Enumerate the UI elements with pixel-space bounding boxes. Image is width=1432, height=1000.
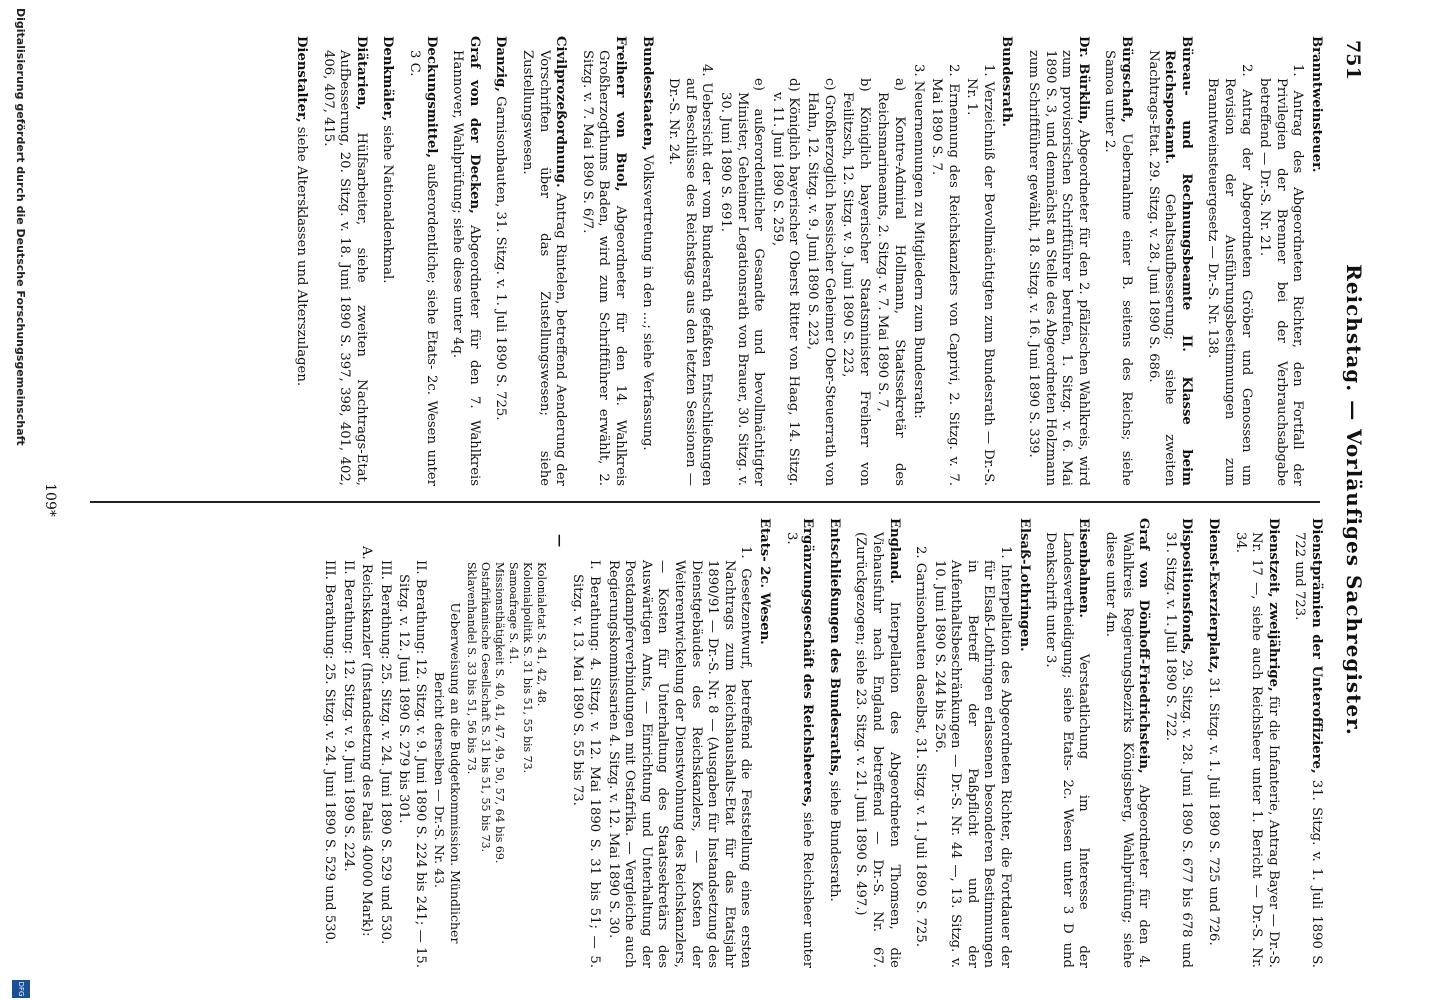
entry-subitem: A. Reichskanzler (Instandsetzung des Palais 40000 Mark): [359, 546, 375, 937]
entry-dienstpraemien [1291, 518, 1324, 968]
entry-text: siehe Altersklassen und Alterszulagen. [294, 126, 310, 387]
entry-eisenbahnen [1042, 518, 1092, 968]
entry-heading: Branntweinsteuer. [1309, 36, 1324, 173]
left-column [84, 36, 1324, 486]
entry-heading: England. [886, 518, 902, 584]
entry-heading: Danzig, [493, 36, 509, 92]
page-title: Reichstag. — Vorläufiges Sachregister. [1342, 264, 1366, 736]
entry-subitem: d) Königlich bayerischer Oberst Ritter von Haag, 14. Sitzg. v. 11. Juni 1890 S. 259, [769, 78, 802, 486]
entry-england [852, 518, 902, 968]
digitization-caption [10, 0, 32, 1000]
entry-heading: Eisenbahnen. [1076, 518, 1092, 618]
entry-deckungsmittel [406, 36, 439, 486]
entry-subitem: a) Kontre-Admiral Hollmann, Staatssekretär des Reichsmarineamts, 2. Sitzg. v. 7. Mai 1890 S. 7, [875, 78, 907, 486]
entry-heading: Denkmäler, [380, 36, 396, 122]
entry-index-line: Sklavenhandel S. 33 bis 51, 56 bis 73. [465, 562, 479, 775]
entry-subitem: 3. Neuernennungen zu Mitgliedern zum Bundesrath: [910, 64, 926, 419]
entry-dienstalter [293, 36, 310, 486]
entry-diaetarien [319, 36, 369, 486]
entry-subitem: 2. Garnisonbauten daselbst, 31. Sitzg. v. 1. Juli 1890 S. 725. [913, 546, 929, 947]
entry-elsass-lothringen [912, 518, 1032, 968]
entry-heading: Graf von der Decken, [466, 36, 482, 214]
entry-danzig [492, 36, 509, 486]
entry-civilprozessordnung [518, 36, 568, 486]
entry-heading: Freiherr von Buol, [613, 36, 629, 192]
entry-entschliessungen [825, 518, 842, 968]
entry-text: 29. Sitzg. v. 28. Juni 1890 S. 677 bis 678 und 31. Sitzg. v. 1. Juli 1890 S. 722. [1162, 532, 1195, 968]
entry-bureaubeamte [1144, 36, 1194, 486]
page-number: 751 [1342, 40, 1364, 80]
entry-text: Hülfsarbeiter, siehe zweiten Nachtrags-Etat, Aufbesserung, 20. Sitzg. v. 18. Juni 1890 S. 397, 398, 401, 402, 406, 407, 415. [320, 50, 369, 486]
entry-heading: Dienstalter, [294, 36, 310, 123]
entry-subitem: c) Großherzoglich hessischer Geheimer Ober-Steuerrath von Hahn, 12. Sitzg. v. 9. Juni 1890 S. 223, [804, 78, 837, 486]
entry-heading: Entschließungen des Bundesraths, [826, 518, 842, 777]
entry-heading: Dr. Bürklin, [1075, 36, 1091, 125]
entry-subitem: b) Königlich bayerischer Staatsminister Freiherr von Feilitzsch, 12. Sitzg. v. 9. Juni 1890 S. 223, [840, 78, 872, 486]
entry-text: Interpellation des Abgeordneten Thomsen, die Viehausfuhr nach England betreffend — Dr.-S. Nr. 67. (Zurückgezogen; siehe 23. Sitzg. v. 21. Juni 1890 S. 497.) [853, 532, 902, 968]
entry-heading: Bundesstaaten, [639, 36, 655, 151]
entry-ergaenzungsgeschaeft [782, 518, 815, 968]
entry-heading: Ergänzungsgeschäft des Reichsheeres, [800, 518, 816, 808]
entry-branntweinsteuer [1204, 36, 1324, 486]
entry-heading: Bundesrath. [999, 36, 1015, 128]
entry-subitem: 1. Gesetzentwurf, betreffend die Feststellung eines ersten Nachtrags zum Reichshaushalts-Etat für das Etatsjahr 1890/91 — Dr.-S. Nr. 8 — (Ausgaben für Instandsetzung des Dienstgebäudes des Reichskanzlers, — Kosten der Weiterentwickelung der Dienstwohnung des Reichskanzlers, — Kosten für Unterhaltung des Staatssekretärs des Auswärtigen Amts, — Einrichtung und Unterhaltung der Postdampferverbindungen mit Ostafrika. — Vergleiche auch Regierungskommissarien 4. Sitzg. v. 12. Mai 1890 S. 30. [605, 546, 754, 968]
entry-text: Garnisonbauten, 31. Sitzg. v. 1. Juli 1890 S. 725. [493, 96, 509, 421]
entry-subitem: 1. Verzeichniß der Bevollmächtigten zum Bundesrath — Dr.-S. Nr. 1. [964, 64, 996, 486]
entry-index-line: Kolonialpolitik S. 31 bis 51, 55 bis 73. [521, 562, 535, 774]
entry-text: Gehaltsaufbesserung; siehe zweiten Nachtrags-Etat. 29. Sitzg. v. 28. Juni 1890 S. 686. [1145, 50, 1178, 486]
page-header [1330, 40, 1370, 960]
entry-subitem: III. Berathung: 25. Sitzg. v. 24. Juni 1890 S. 529 und 530. [377, 560, 393, 945]
entry-text: Abgeordneter für den 4. Wahlkreis Regierungsbezirks Königsberg, Wahlprüfung; siehe diese unter 4m. [1103, 532, 1152, 968]
entry-etatswesen [321, 518, 772, 968]
entry-text: Verstaatlichung im Interesse der Landesvertheidigung; siehe Etats- 2c. Wesen unter 3 D und Denkschrift unter 3. [1043, 532, 1092, 968]
entry-heading: Civilprozeßordnung. [553, 36, 569, 188]
entry-subitem: I. Berathung: 4. Sitzg. v. 12. Mai 1890 S. 31 bis 51; — 5. Sitzg. v. 13. Mai 1890 S. 55 bis 73. [570, 560, 603, 968]
entry-subitem: 1. Antrag des Abgeordneten Richter, den Fortfall der Privilegien der Brenner bei der Verbrauchsabgabe betreffend — Dr.-S. Nr. 21. [1257, 64, 1306, 486]
entry-denkmaeler [379, 36, 396, 486]
entry-buergschaft [1101, 36, 1134, 486]
entry-subitem: III. Berathung: 25. Sitzg. v. 24. Juni 1890 S. 529 und 530. [322, 560, 338, 945]
entry-heading: Büreau- und Rechnungsbeamte II. Klasse beim Reichspostamt. [1162, 36, 1194, 486]
entry-heading: Bürgschaft, [1119, 36, 1135, 123]
entry-subitem: 2. Ernennung des Reichskanzlers von Caprivi, 2. Sitzg. v. 7. Mai 1890 S. 7. [929, 64, 961, 486]
entry-note: Ueberweisung an die Budgetkommission. Mündlicher Bericht derselben — Dr.-S. Nr. 43. [431, 602, 464, 944]
entry-text: Antrag Rintelen, betreffend Aenderung der Vorschriften über das Zustellungswesen; siehe Zustellungswesen. [520, 50, 569, 486]
right-column [84, 518, 1324, 968]
entry-index-line: Samoafrage S. 41. [507, 562, 521, 665]
entry-text: 31. Sitzg. v. 1. Juli 1890 S. 725 und 726. [1206, 677, 1222, 946]
column-divider [90, 501, 1320, 503]
entry-text: Uebernahme einer B. seitens des Reichs; siehe Samoa unter 2. [1102, 50, 1135, 486]
entry-subitem: II. Berathung: 12. Sitzg. v. 9. Juni 1890 S. 224. [340, 560, 356, 872]
entry-exerzierplatz [1204, 518, 1221, 968]
entry-text: siehe Reichsheer unter 3. [783, 532, 816, 968]
entry-buol [578, 36, 628, 486]
entry-text: Abgeordneter für den 14. Wahlkreis Großherzogthums Baden, wird zum Schriftführer erwählt, 2. Sitzg. v. 7. Mai 1890 S. 6/7. [579, 50, 629, 486]
entry-text: Abgeordneter für den 2. pfälzischen Wahlkreis, wird zum provisorischen Schriftführer berufen, 1. Sitzg. v. 6. Mai 1890 S. 3, und demnächst an Stelle des Abgeordneten Holzmann zum Schriftführer gewählt, 18. Sitzg. v. 16. Juni 1890 S. 339. [1026, 50, 1091, 486]
entry-subitem: II. Berathung: 12. Sitzg. v. 9. Juni 1890 S. 224 bis 241; — 15. Sitzg. v. 12. Juni 1890 S. 279 bis 301. [396, 560, 429, 968]
entry-subitem: 1. Interpellation des Abgeordneten Richter, die Fortdauer der für Elsaß-Lothringen erlassenen besonderen Bestimmungen in Betreff der Paßpflicht und der Aufenthaltsbeschränkungen — Dr.-S. Nr. 44 —, 13. Sitzg. v. 10. Juni 1890 S. 244 bis 256. [931, 546, 1014, 968]
entry-text: außerordentliche; siehe Etats- 2c. Wesen unter 3 C. [407, 50, 439, 486]
entry-heading: Graf von Dönhoff-Friedrichstein, [1136, 518, 1152, 774]
entry-text: siehe Bundesrath. [826, 780, 842, 902]
entry-doenhoff [1101, 518, 1151, 968]
entry-heading: Deckungsmittel, [423, 36, 439, 158]
entry-heading: Elsaß-Lothringen. [1016, 518, 1032, 652]
columns [84, 36, 1324, 970]
dfg-logo-icon: DFG [12, 980, 30, 998]
entry-heading: Dispositionsfonds, [1179, 518, 1195, 655]
entry-index-line: Ostafrikanische Gesellschaft S. 31 bis 51, 55 bis 73. [479, 562, 493, 853]
entry-heading: Dienst-Exerzierplatz, [1206, 518, 1222, 674]
entry-index-line: Missionsthätigkeit S. 40, 41, 47, 49, 50, 57, 64 bis 69. [493, 562, 507, 864]
entry-heading: Etats- 2c. Wesen. [756, 518, 772, 645]
entry-subitem: e) außerordentlicher Gesandte und bevollmächtigter Minister, Geheimer Legationsrath von Brauer, 30. Sitzg. v. 30. Juni 1890 S. 691. [718, 78, 767, 486]
entry-heading: Dienstzeit, zweijährige, [1265, 518, 1281, 692]
entry-bundesrath [665, 36, 1015, 486]
entry-buerklin [1025, 36, 1091, 486]
entry-dienstzeit [1231, 518, 1281, 968]
entry-bundesstaaten [638, 36, 655, 486]
page-footer-mark: 109* [42, 483, 58, 517]
entry-subitem: 4. Uebersicht der vom Bundesrath gefaßten Entschließungen auf Beschlüsse des Reichstags aus den letzten Sessionen — Dr.-S. Nr. 24. [666, 64, 715, 486]
entry-text: Abgeordneter für den 7. Wahlkreis Hannover, Wahlprüfung; siehe diese unter 4q. [450, 50, 482, 486]
digitization-text: Digitalisierung gefördert durch die Deutsche Forschungsgemeinschaft [14, 8, 28, 446]
entry-dispositionsfonds [1161, 518, 1194, 968]
entry-index-line: Kolonialetat S. 41, 42, 48. [535, 562, 549, 707]
entry-text: 31. Sitzg. v. 1. Juli 1890 S. 722 und 723. [1292, 532, 1324, 968]
entry-heading: Diätarien, [353, 36, 369, 111]
entry-heading: Dienstprämien der Unteroffiziere, [1309, 518, 1324, 774]
entry-text: siehe Nationaldenkmal. [380, 125, 396, 284]
entry-subitem: 2. Antrag der Abgeordneten Gröber und Genossen um Revision der Ausführungsbestimmungen zum Branntweinsteuergesetz — Dr.-S. Nr. 138. [1205, 64, 1254, 486]
entry-dash: — [551, 534, 567, 548]
entry-text: Volksvertretung in den ...; siehe Verfassung. [639, 154, 655, 451]
entry-text: für die Infanterie, Antrag Bayer — Dr.-S. Nr. 17 —, siehe auch Reichsheer unter 1. Bericht — Dr.-S. Nr. 34. [1232, 532, 1281, 968]
entry-decken [449, 36, 482, 486]
